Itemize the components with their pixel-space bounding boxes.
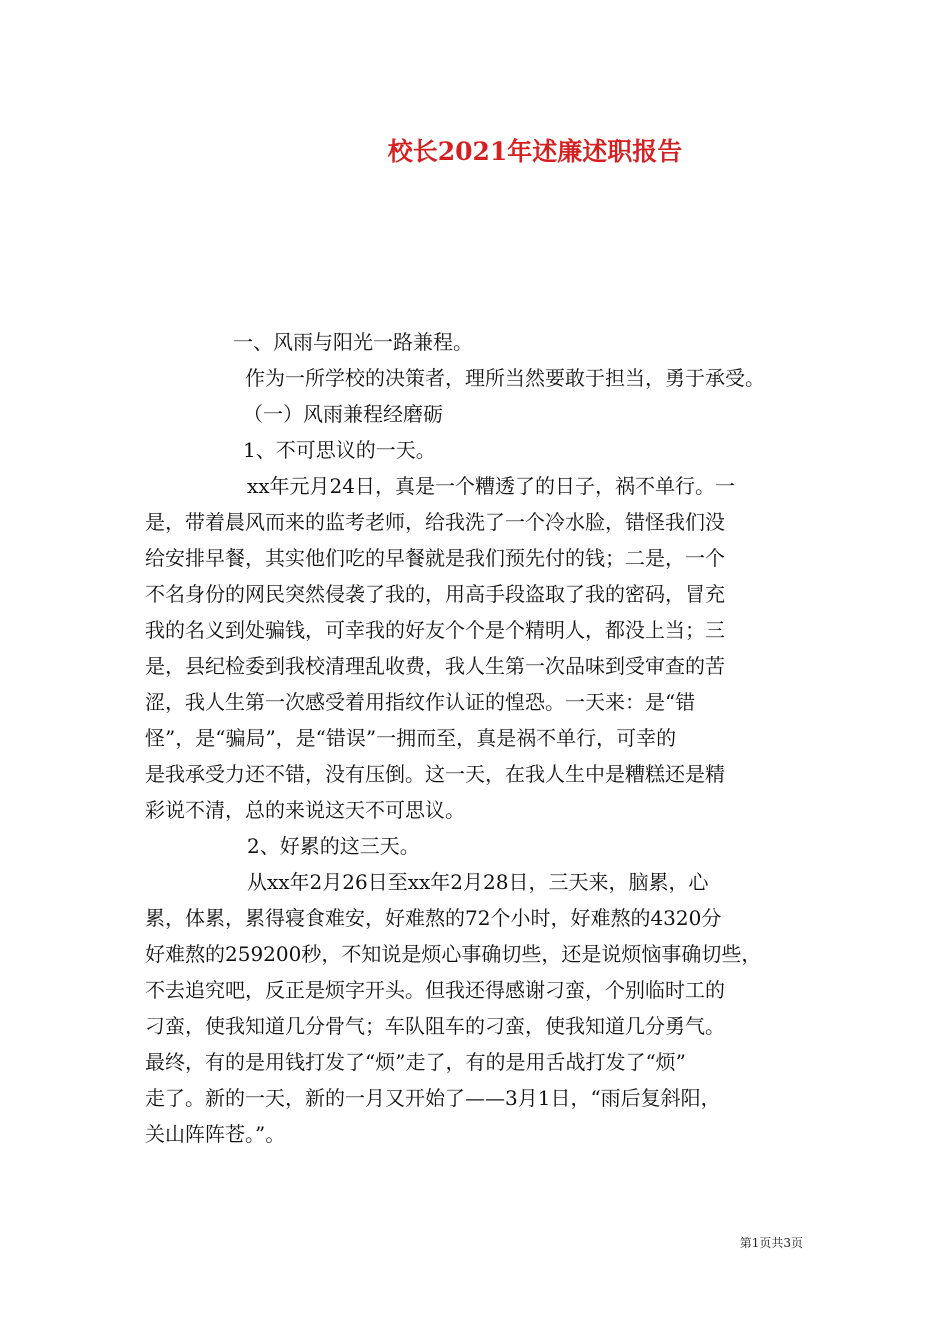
paragraph-line: 怪”，是“骗局”，是“错误”一拥而至，真是祸不单行，可幸的	[145, 726, 677, 750]
paragraph-line: 我的名义到处骗钱，可幸我的好友个个是个精明人，都没上当；三	[145, 618, 725, 642]
paragraph-line: 给安排早餐，其实他们吃的早餐就是我们预先付的钱；二是，一个	[145, 546, 725, 570]
document-body	[145, 324, 813, 1152]
paragraph-line: 是，带着晨风而来的监考老师，给我洗了一个冷水脸，错怪我们没	[145, 510, 725, 534]
item-heading-1: 1、不可思议的一天。	[243, 438, 436, 462]
subsection-heading-1: （一）风雨兼程经磨砺	[243, 402, 443, 426]
paragraph-line: xx年元月24日，真是一个糟透了的日子，祸不单行。一	[247, 474, 736, 498]
page-number-footer: 第1页共3页	[739, 1236, 803, 1250]
document-title: 校长2021年述廉述职报告	[387, 137, 683, 166]
paragraph-line: 作为一所学校的决策者，理所当然要敢于担当，勇于承受。	[245, 366, 765, 390]
paragraph-line: 最终，有的是用钱打发了“烦”走了，有的是用舌战打发了“烦”	[145, 1050, 686, 1074]
paragraph-line: 走了。新的一天，新的一月又开始了——3月1日，“雨后复斜阳，	[145, 1086, 721, 1110]
item-heading-2: 2、好累的这三天。	[247, 834, 420, 858]
paragraph-line: 关山阵阵苍。”。	[145, 1122, 286, 1146]
section-heading-1: 一、风雨与阳光一路兼程。	[233, 330, 473, 354]
paragraph-line: 涩，我人生第一次感受着用指纹作认证的惶恐。一天来：是“错	[145, 690, 696, 714]
paragraph-line: 彩说不清，总的来说这天不可思议。	[145, 798, 465, 822]
paragraph-line: 不去追究吧，反正是烦字开头。但我还得感谢刁蛮，个别临时工的	[145, 978, 725, 1002]
paragraph-line: 是我承受力还不错，没有压倒。这一天，在我人生中是糟糕还是精	[145, 762, 725, 786]
paragraph-line: 是，县纪检委到我校清理乱收费，我人生第一次品味到受审查的苦	[145, 654, 725, 678]
paragraph-line: 累，体累，累得寝食难安，好难熬的72个小时，好难熬的4320分	[145, 906, 722, 930]
paragraph-line: 从xx年2月26日至xx年2月28日，三天来，脑累，心	[247, 870, 709, 894]
paragraph-line: 好难熬的259200秒，不知说是烦心事确切些，还是说烦恼事确切些，	[145, 942, 762, 966]
paragraph-line: 刁蛮，使我知道几分骨气；车队阻车的刁蛮，使我知道几分勇气。	[145, 1014, 725, 1038]
paragraph-line: 不名身份的网民突然侵袭了我的，用高手段盗取了我的密码，冒充	[145, 582, 725, 606]
